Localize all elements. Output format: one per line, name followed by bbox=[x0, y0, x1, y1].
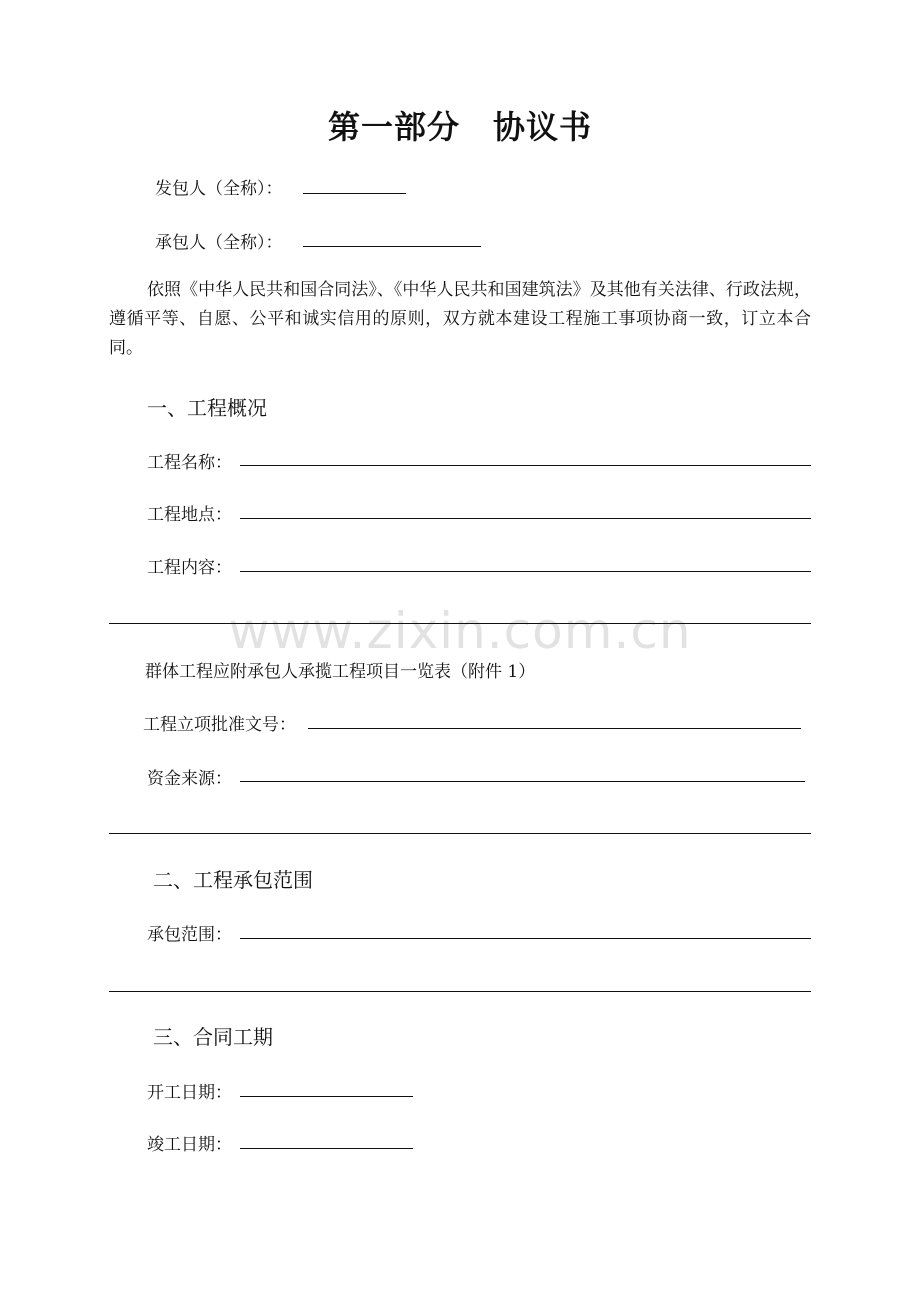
page-title: 第一部分 协议书 bbox=[327, 108, 592, 146]
project-content-field[interactable] bbox=[240, 571, 811, 572]
contractor-label: 承包人（全称）： bbox=[155, 233, 283, 253]
employer-label: 发包人（全称）： bbox=[155, 179, 283, 199]
project-name-field[interactable] bbox=[240, 465, 811, 466]
completion-date-field[interactable] bbox=[240, 1148, 413, 1149]
fund-source-field[interactable] bbox=[240, 781, 805, 782]
fund-source-label: 资金来源： bbox=[147, 769, 232, 789]
watermark: www.zixin.com.cn bbox=[228, 602, 692, 660]
scope-field-line2[interactable] bbox=[109, 991, 811, 992]
project-content-field-line2[interactable] bbox=[109, 623, 811, 624]
project-name-label: 工程名称： bbox=[147, 453, 232, 473]
group-project-note: 群体工程应附承包人承揽工程项目一览表（附件 1） bbox=[145, 662, 536, 682]
employer-field[interactable] bbox=[303, 193, 406, 194]
section2-heading: 二、工程承包范围 bbox=[153, 868, 313, 892]
contractor-field[interactable] bbox=[303, 246, 481, 247]
intro-paragraph: 依照《中华人民共和国合同法》、《中华人民共和国建筑法》及其他有关法律、行政法规，遵循平等、自愿、公平和诚实信用的原则，双方就本建设工程施工事项协商一致，订立本合同。 bbox=[109, 280, 811, 358]
section1-heading: 一、工程概况 bbox=[147, 396, 267, 420]
approval-number-field[interactable] bbox=[308, 728, 801, 729]
completion-date-label: 竣工日期： bbox=[147, 1135, 232, 1155]
scope-field[interactable] bbox=[240, 938, 811, 939]
approval-number-label: 工程立项批准文号： bbox=[143, 715, 296, 735]
project-content-label: 工程内容： bbox=[147, 558, 232, 578]
start-date-field[interactable] bbox=[240, 1096, 413, 1097]
fund-source-field-line2[interactable] bbox=[109, 833, 811, 834]
scope-label: 承包范围： bbox=[147, 925, 232, 945]
section3-heading: 三、合同工期 bbox=[153, 1025, 273, 1049]
start-date-label: 开工日期： bbox=[147, 1083, 232, 1103]
project-location-label: 工程地点： bbox=[147, 505, 232, 525]
project-location-field[interactable] bbox=[240, 518, 811, 519]
